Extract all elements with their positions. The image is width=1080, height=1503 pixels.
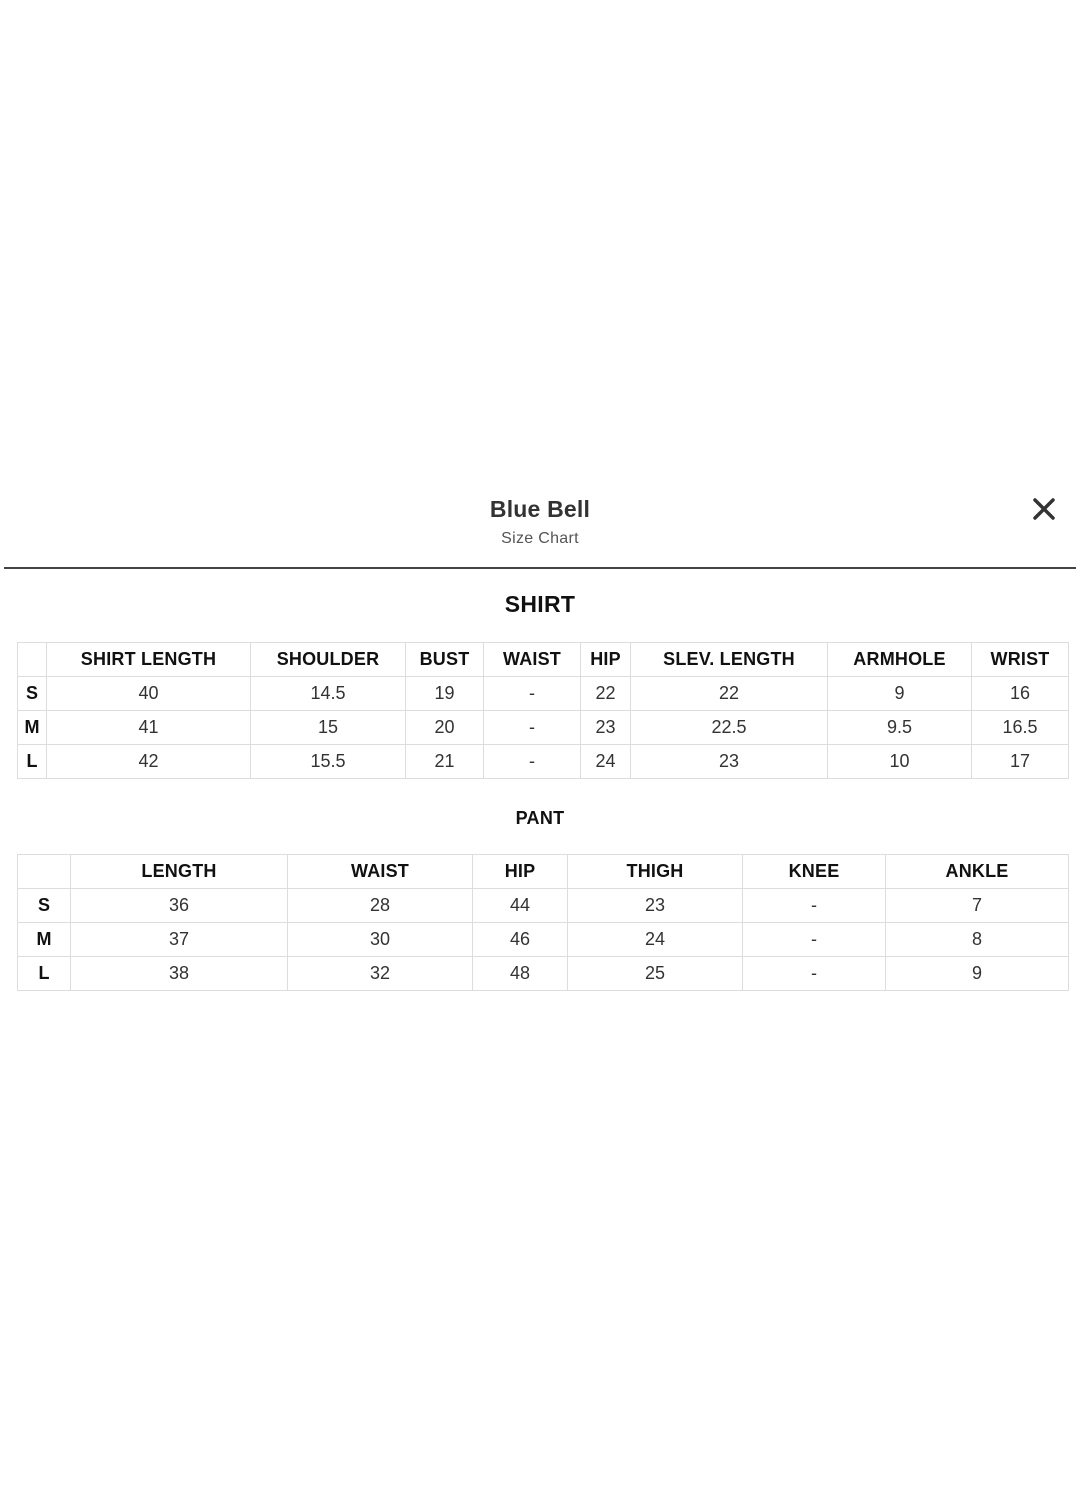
table-cell: -: [743, 957, 886, 991]
size-label: M: [18, 711, 47, 745]
shirt-section-title: SHIRT: [504, 591, 576, 617]
table-cell: 9.5: [828, 711, 972, 745]
table-cell: 30: [288, 923, 473, 957]
table-row: [18, 923, 1069, 957]
modal-header: [0, 480, 1080, 568]
table-cell: 46: [473, 923, 568, 957]
column-header: SLEV. LENGTH: [631, 643, 828, 677]
pant-size-table: [17, 854, 1069, 991]
column-header: WRIST: [972, 643, 1069, 677]
column-header: THIGH: [568, 855, 743, 889]
column-header: [18, 855, 71, 889]
close-icon: [1026, 492, 1062, 528]
table-cell: -: [743, 923, 886, 957]
table-cell: 7: [886, 889, 1069, 923]
column-header: LENGTH: [71, 855, 288, 889]
table-cell: 44: [473, 889, 568, 923]
table-cell: 16.5: [972, 711, 1069, 745]
table-row: [18, 711, 1069, 745]
modal-title: Blue Bell: [489, 496, 591, 522]
table-cell: 38: [71, 957, 288, 991]
header-divider: [4, 567, 1076, 569]
table-cell: 32: [288, 957, 473, 991]
table-header-row: [18, 643, 1069, 677]
table-cell: -: [484, 745, 581, 779]
table-cell: 8: [886, 923, 1069, 957]
table-cell: 14.5: [251, 677, 406, 711]
column-header: WAIST: [484, 643, 581, 677]
table-cell: 19: [406, 677, 484, 711]
table-cell: -: [484, 711, 581, 745]
table-cell: 42: [47, 745, 251, 779]
table-cell: 10: [828, 745, 972, 779]
column-header: BUST: [406, 643, 484, 677]
size-chart-modal: [0, 480, 1080, 983]
table-cell: 37: [71, 923, 288, 957]
size-label: S: [18, 889, 71, 923]
table-cell: 48: [473, 957, 568, 991]
column-header: WAIST: [288, 855, 473, 889]
table-cell: 25: [568, 957, 743, 991]
size-label: L: [18, 745, 47, 779]
table-cell: 15: [251, 711, 406, 745]
pant-section-title: PANT: [515, 808, 565, 828]
table-cell: 23: [568, 889, 743, 923]
column-header: ARMHOLE: [828, 643, 972, 677]
column-header: HIP: [473, 855, 568, 889]
table-row: [18, 957, 1069, 991]
column-header: [18, 643, 47, 677]
table-cell: 24: [568, 923, 743, 957]
column-header: SHIRT LENGTH: [47, 643, 251, 677]
table-cell: 22.5: [631, 711, 828, 745]
table-cell: 23: [581, 711, 631, 745]
table-cell: 41: [47, 711, 251, 745]
table-cell: 9: [828, 677, 972, 711]
column-header: ANKLE: [886, 855, 1069, 889]
table-row: [18, 745, 1069, 779]
column-header: KNEE: [743, 855, 886, 889]
table-cell: 9: [886, 957, 1069, 991]
size-label: S: [18, 677, 47, 711]
table-cell: 17: [972, 745, 1069, 779]
column-header: SHOULDER: [251, 643, 406, 677]
size-label: L: [18, 957, 71, 991]
table-row: [18, 889, 1069, 923]
table-row: [18, 677, 1069, 711]
table-cell: -: [743, 889, 886, 923]
table-cell: 20: [406, 711, 484, 745]
column-header: HIP: [581, 643, 631, 677]
table-cell: 16: [972, 677, 1069, 711]
shirt-size-table: [17, 642, 1069, 779]
table-cell: 21: [406, 745, 484, 779]
close-button[interactable]: [1026, 492, 1062, 528]
table-cell: 40: [47, 677, 251, 711]
size-label: M: [18, 923, 71, 957]
modal-subtitle: Size Chart: [501, 530, 579, 547]
table-cell: 24: [581, 745, 631, 779]
table-cell: -: [484, 677, 581, 711]
table-cell: 23: [631, 745, 828, 779]
table-cell: 22: [581, 677, 631, 711]
table-cell: 22: [631, 677, 828, 711]
table-cell: 28: [288, 889, 473, 923]
table-header-row: [18, 855, 1069, 889]
table-cell: 36: [71, 889, 288, 923]
table-cell: 15.5: [251, 745, 406, 779]
